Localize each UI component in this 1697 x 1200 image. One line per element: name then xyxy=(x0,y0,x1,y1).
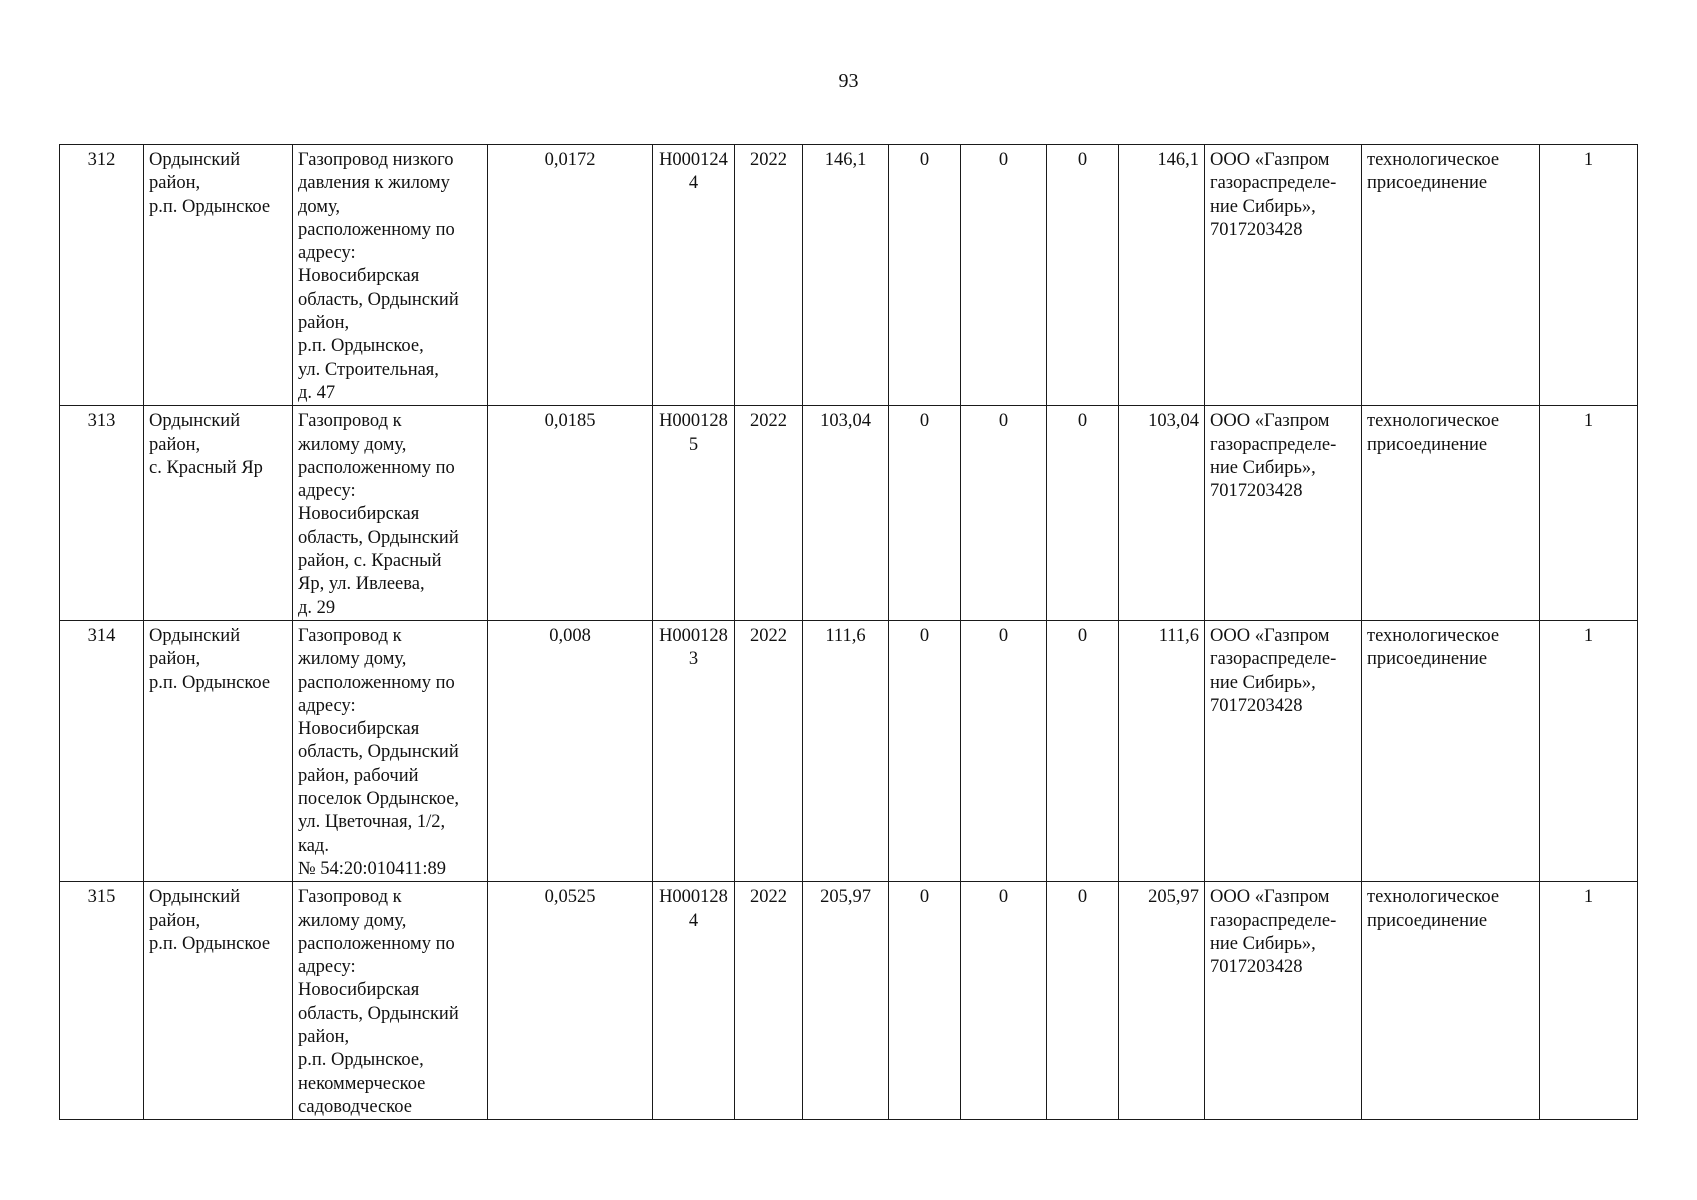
code-cell: Н0001285 xyxy=(653,406,735,621)
total-cell: 205,97 xyxy=(803,882,889,1120)
basis-cell: технологическое присоединение xyxy=(1362,620,1540,881)
object-name-cell: Газопровод к жилому дому, расположенному по адресу: Новосибирская область, Ордынский район, с. Красный Яр, ул. Ивлеева, д. 29 xyxy=(293,406,488,621)
amount-cell-3: 0 xyxy=(1047,145,1119,406)
amount-cell-1: 0 xyxy=(889,620,961,881)
amount-cell-1: 0 xyxy=(889,145,961,406)
amount-cell-2: 0 xyxy=(961,145,1047,406)
row-index: 314 xyxy=(60,620,144,881)
code-cell: Н0001244 xyxy=(653,145,735,406)
row-index: 312 xyxy=(60,145,144,406)
total-cell: 146,1 xyxy=(803,145,889,406)
amount-cell-3: 0 xyxy=(1047,620,1119,881)
amount-cell-2: 0 xyxy=(961,406,1047,621)
amount-cell-3: 0 xyxy=(1047,882,1119,1120)
table-row xyxy=(60,882,1638,1120)
basis-cell: технологическое присоединение xyxy=(1362,145,1540,406)
page-number: 93 xyxy=(838,70,859,92)
amount-cell-1: 0 xyxy=(889,882,961,1120)
organization-cell: ООО «Газпром газораспределе- ние Сибирь», 7017203428 xyxy=(1205,620,1362,881)
amount-cell-1: 0 xyxy=(889,406,961,621)
table-row xyxy=(60,406,1638,621)
location-cell: Ордынский район, с. Красный Яр xyxy=(144,406,293,621)
organization-cell: ООО «Газпром газораспределе- ние Сибирь», 7017203428 xyxy=(1205,406,1362,621)
register-table xyxy=(59,144,1638,1120)
year-cell: 2022 xyxy=(735,145,803,406)
quantity-cell: 1 xyxy=(1540,882,1638,1120)
year-cell: 2022 xyxy=(735,882,803,1120)
basis-cell: технологическое присоединение xyxy=(1362,882,1540,1120)
location-cell: Ордынский район, р.п. Ордынское xyxy=(144,145,293,406)
value-cell: 0,0525 xyxy=(488,882,653,1120)
location-cell: Ордынский район, р.п. Ордынское xyxy=(144,620,293,881)
value-cell: 0,0185 xyxy=(488,406,653,621)
sum-cell: 205,97 xyxy=(1119,882,1205,1120)
row-index: 315 xyxy=(60,882,144,1120)
amount-cell-3: 0 xyxy=(1047,406,1119,621)
quantity-cell: 1 xyxy=(1540,145,1638,406)
table-row xyxy=(60,145,1638,406)
object-name-cell: Газопровод к жилому дому, расположенному по адресу: Новосибирская область, Ордынский район, р.п. Ордынское, некоммерческое садоводческое xyxy=(293,882,488,1120)
amount-cell-2: 0 xyxy=(961,882,1047,1120)
year-cell: 2022 xyxy=(735,406,803,621)
quantity-cell: 1 xyxy=(1540,406,1638,621)
total-cell: 103,04 xyxy=(803,406,889,621)
value-cell: 0,0172 xyxy=(488,145,653,406)
organization-cell: ООО «Газпром газораспределе- ние Сибирь», 7017203428 xyxy=(1205,145,1362,406)
sum-cell: 146,1 xyxy=(1119,145,1205,406)
year-cell: 2022 xyxy=(735,620,803,881)
amount-cell-2: 0 xyxy=(961,620,1047,881)
table-row xyxy=(60,620,1638,881)
code-cell: Н0001283 xyxy=(653,620,735,881)
basis-cell: технологическое присоединение xyxy=(1362,406,1540,621)
object-name-cell: Газопровод низкого давления к жилому дому, расположенному по адресу: Новосибирская область, Ордынский район, р.п. Ордынское, ул. Строительная, д. 47 xyxy=(293,145,488,406)
sum-cell: 111,6 xyxy=(1119,620,1205,881)
total-cell: 111,6 xyxy=(803,620,889,881)
quantity-cell: 1 xyxy=(1540,620,1638,881)
organization-cell: ООО «Газпром газораспределе- ние Сибирь», 7017203428 xyxy=(1205,882,1362,1120)
value-cell: 0,008 xyxy=(488,620,653,881)
location-cell: Ордынский район, р.п. Ордынское xyxy=(144,882,293,1120)
sum-cell: 103,04 xyxy=(1119,406,1205,621)
object-name-cell: Газопровод к жилому дому, расположенному по адресу: Новосибирская область, Ордынский район, рабочий поселок Ордынское, ул. Цветочная, 1/2, кад. № 54:20:010411:89 xyxy=(293,620,488,881)
code-cell: Н0001284 xyxy=(653,882,735,1120)
row-index: 313 xyxy=(60,406,144,621)
